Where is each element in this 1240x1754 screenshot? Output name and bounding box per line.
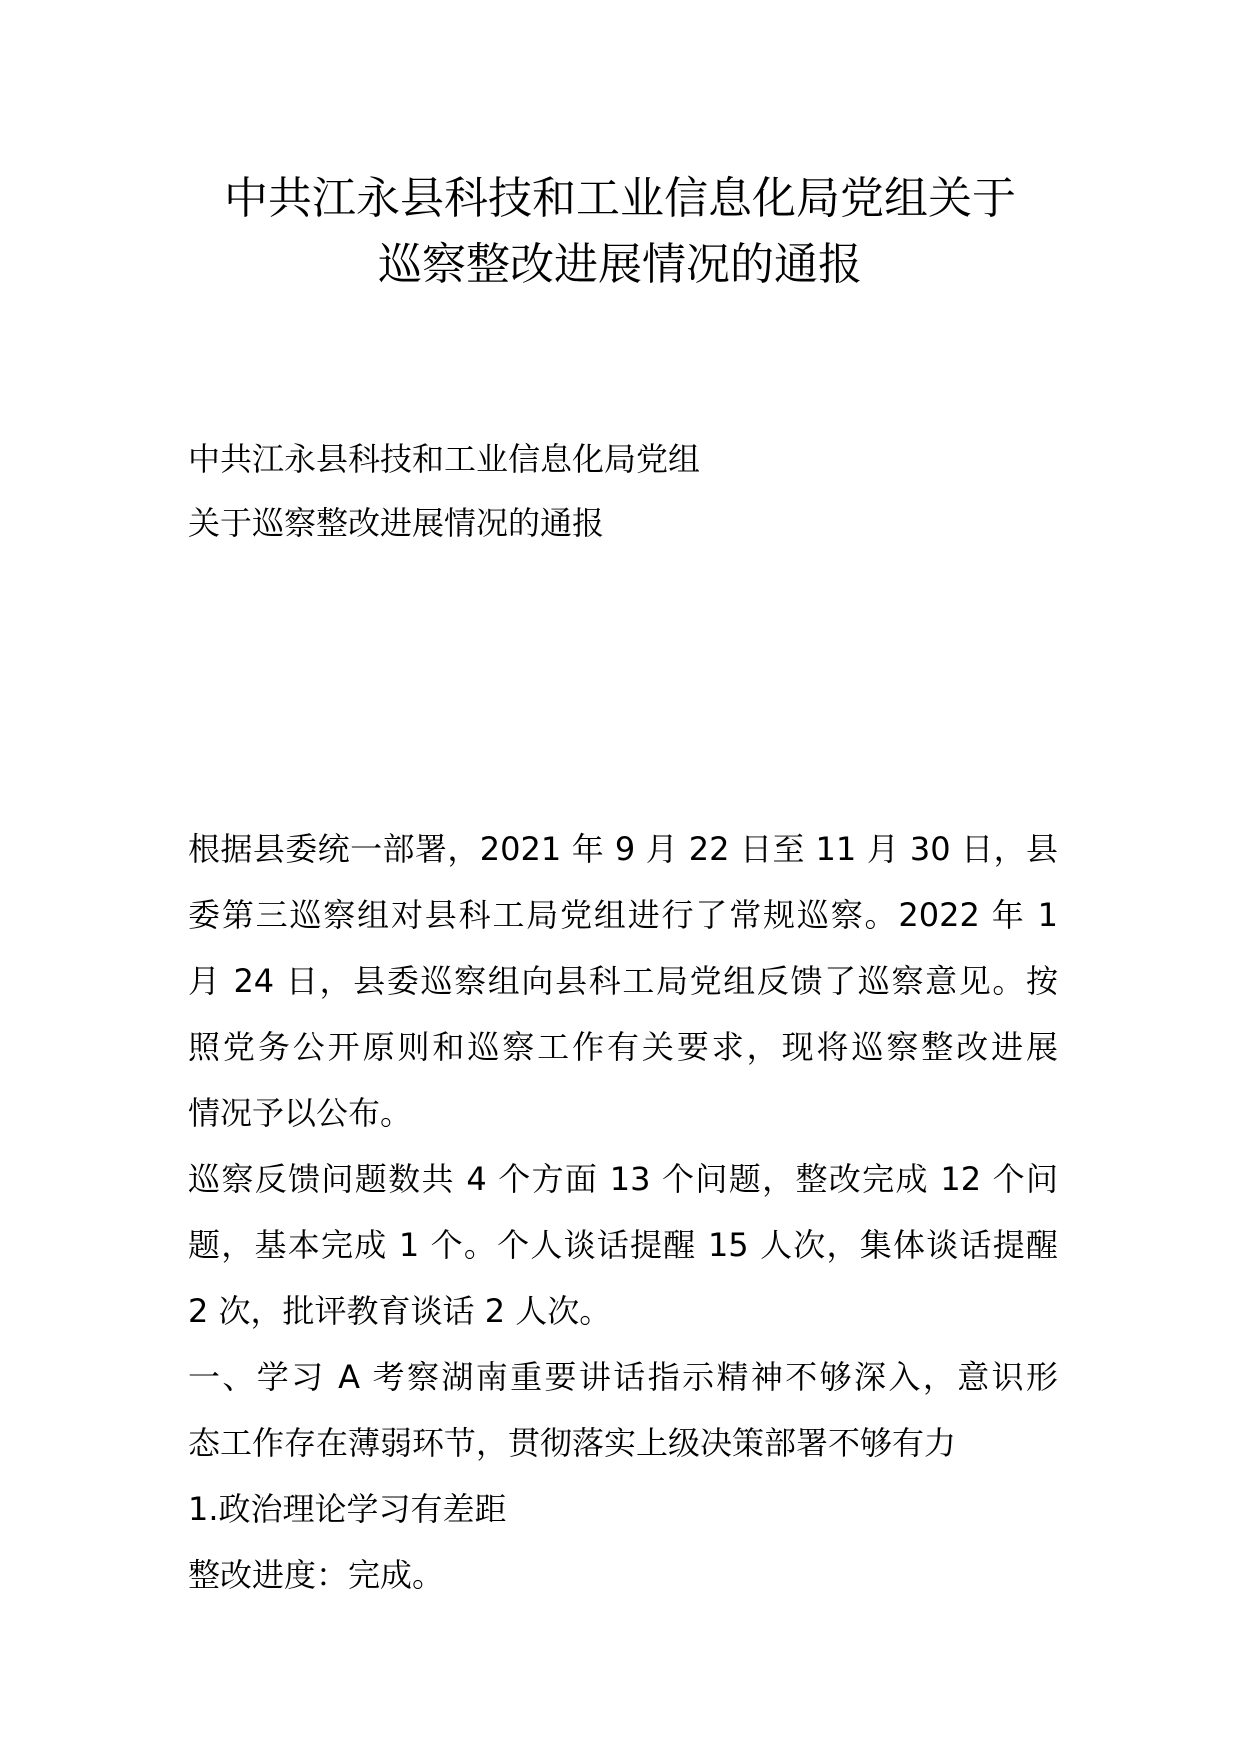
- paragraph-line: 巡察反馈问题数共 4 个方面 13 个问题，整改完成 12 个问: [188, 1160, 1058, 1198]
- subtitle-line-1: 中共江永县科技和工业信息化局党组: [188, 440, 701, 478]
- subtitle-line-2: 关于巡察整改进展情况的通报: [188, 504, 605, 542]
- paragraph-statistics: [188, 1146, 1058, 1344]
- paragraph-line: 情况予以公布。: [188, 1094, 413, 1132]
- document-title-line-1: 中共江永县科技和工业信息化局党组关于: [224, 173, 1016, 224]
- paragraph-line: 根据县委统一部署，2021 年 9 月 22 日至 11 月 30 日，县: [188, 830, 1058, 868]
- paragraph-intro: [188, 816, 1058, 1146]
- paragraph-line: 月 24 日，县委巡察组向县科工局党组反馈了巡察意见。按: [188, 962, 1058, 1000]
- section-heading-1: [188, 1344, 1058, 1476]
- paragraph-line: 题，基本完成 1 个。个人谈话提醒 15 人次，集体谈话提醒: [188, 1226, 1058, 1264]
- document-title-line-2: 巡察整改进展情况的通报: [378, 239, 862, 290]
- paragraph-line: 委第三巡察组对县科工局党组进行了常规巡察。2022 年 1: [188, 896, 1058, 934]
- paragraph-line: 一、学习 A 考察湖南重要讲话指示精神不够深入，意识形: [188, 1358, 1058, 1396]
- paragraph-line: 态工作存在薄弱环节，贯彻落实上级决策部署不够有力: [188, 1424, 957, 1462]
- paragraph-line: 照党务公开原则和巡察工作有关要求，现将巡察整改进展: [188, 1028, 1058, 1066]
- paragraph-line: 2 次，批评教育谈话 2 人次。: [188, 1292, 612, 1330]
- item-heading: 1.政治理论学习有差距: [188, 1490, 507, 1528]
- progress-status: 整改进度：完成。: [188, 1556, 445, 1594]
